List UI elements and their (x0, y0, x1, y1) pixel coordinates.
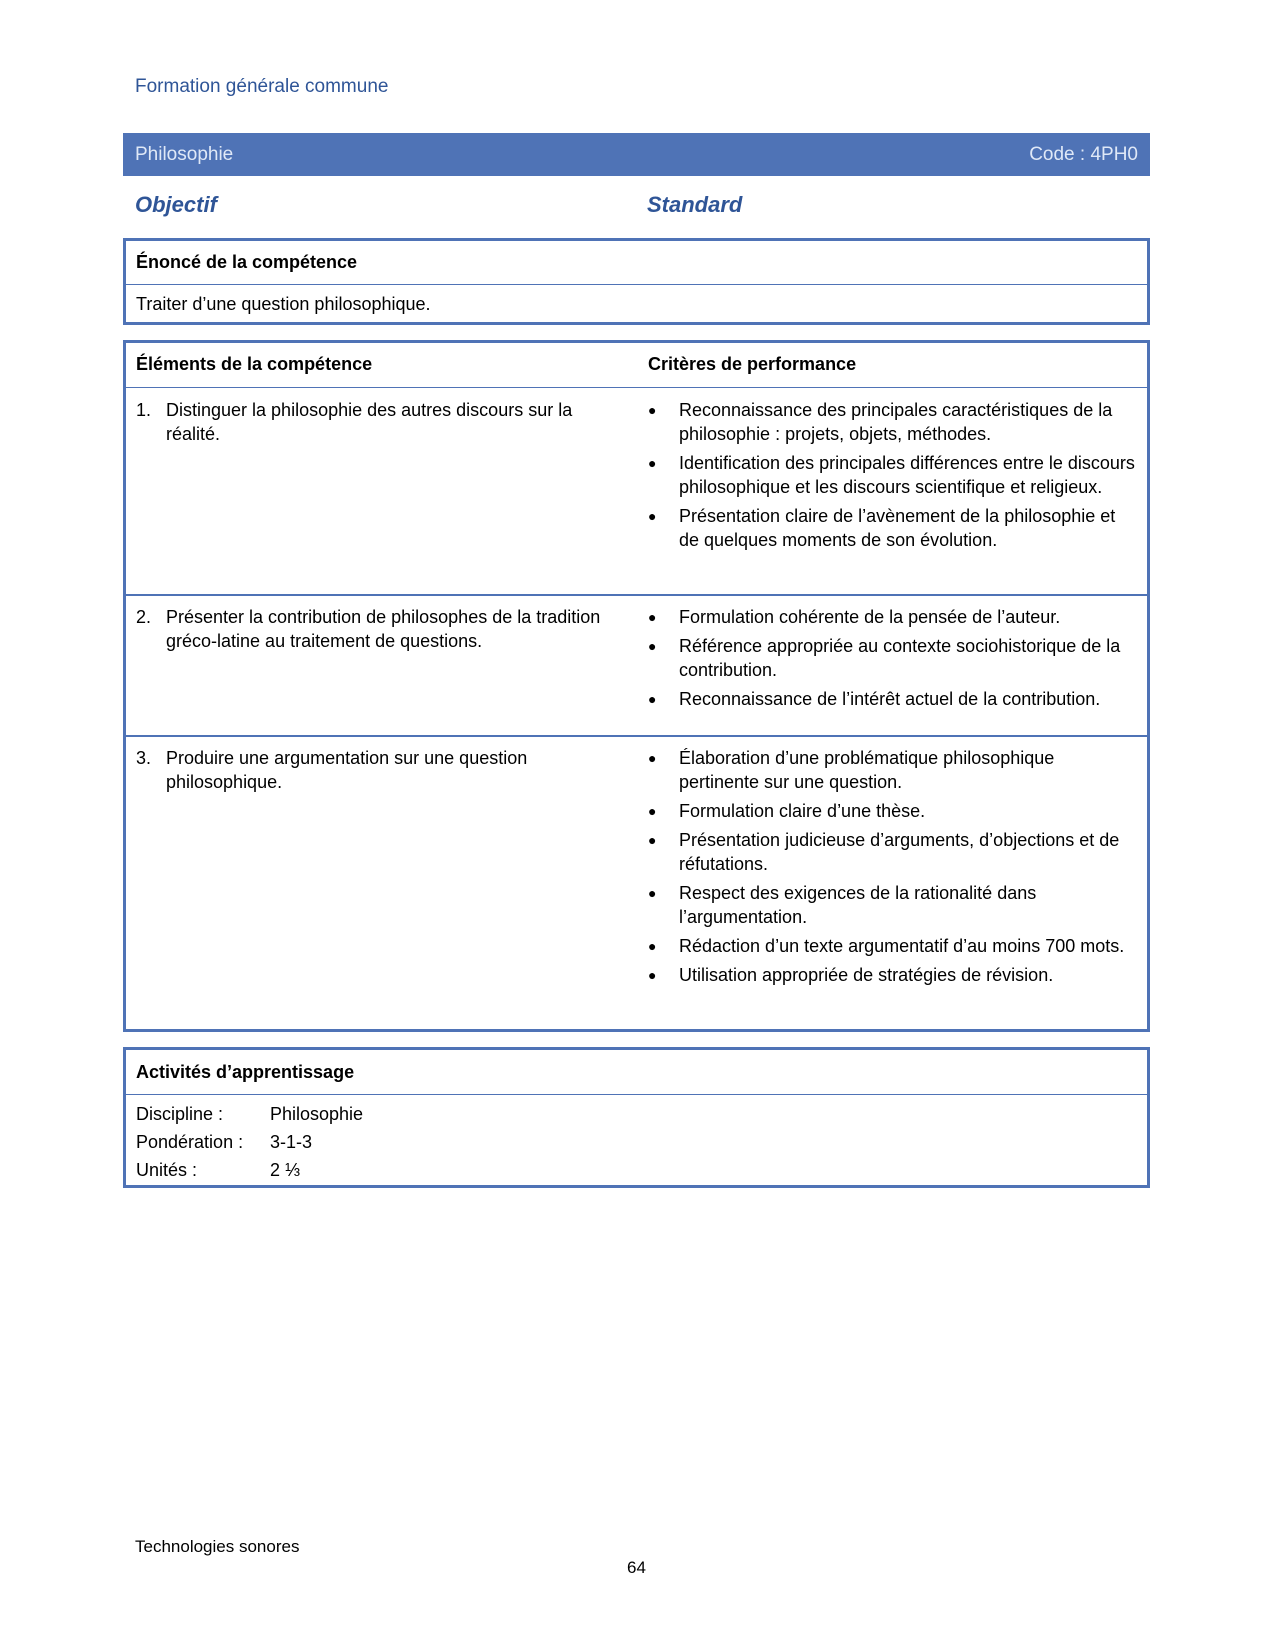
criterion-text: Reconnaissance des principales caractéristiques de la philosophie : projets, objets, méthodes. (679, 400, 1113, 444)
criterion-text: Référence appropriée au contexte sociohistorique de la contribution. (679, 636, 1121, 680)
criteria-list (648, 746, 1138, 992)
bullet-icon: ● (648, 609, 657, 625)
criterion-text: Utilisation appropriée de stratégies de révision. (679, 965, 1054, 985)
competence-statement: Traiter d’une question philosophique. (136, 294, 431, 314)
objective-heading: Objectif (135, 192, 217, 217)
activity-value: Philosophie (270, 1104, 364, 1124)
element-item (136, 605, 626, 653)
activity-label: Discipline : (136, 1104, 224, 1124)
bullet-icon: ● (648, 885, 657, 901)
competence-heading: Énoncé de la compétence (126, 241, 1147, 285)
criterion-text: Rédaction d’un texte argumentatif d’au moins 700 mots. (679, 936, 1125, 956)
criterion-text: Respect des exigences de la rationalité dans l’argumentation. (679, 883, 1037, 927)
bullet-icon: ● (648, 803, 657, 819)
criterion-text: Identification des principales différences entre le discours philosophique et les discours scientifique et religieux. (679, 453, 1135, 497)
activities-heading: Activités d’apprentissage (126, 1050, 1147, 1095)
table-row (126, 388, 1147, 596)
criterion-text: Présentation claire de l’avènement de la philosophie et de quelques moments de son évolution. (679, 506, 1116, 550)
criterion-item (648, 881, 1138, 929)
criterion-item (648, 746, 1138, 794)
competence-statement-box (123, 238, 1150, 325)
element-item (136, 746, 626, 794)
course-title-bar (123, 133, 1150, 176)
activity-line (126, 1100, 1147, 1128)
element-item (136, 398, 626, 446)
elements-table (123, 340, 1150, 1032)
program-label: Formation générale commune (135, 76, 389, 97)
element-text: Distinguer la philosophie des autres discours sur la réalité. (166, 400, 573, 444)
element-text: Présenter la contribution de philosophes de la tradition gréco-latine au traitement de questions. (166, 607, 601, 651)
criterion-item (648, 963, 1138, 987)
bullet-icon: ● (648, 638, 657, 654)
bullet-icon: ● (648, 402, 657, 418)
activity-value: 3-1-3 (270, 1132, 313, 1152)
objective-standard-header (135, 192, 1135, 222)
activity-value: 2 ⅓ (270, 1160, 301, 1180)
bullet-icon: ● (648, 832, 657, 848)
criterion-text: Reconnaissance de l’intérêt actuel de la contribution. (679, 689, 1101, 709)
activity-line (126, 1128, 1147, 1156)
standard-heading: Standard (647, 192, 743, 217)
criteria-list (648, 605, 1138, 716)
activity-label: Unités : (136, 1160, 198, 1180)
course-name: Philosophie (135, 143, 234, 165)
elements-table-header (126, 343, 1147, 388)
element-number: 3. (136, 748, 152, 768)
page-number: 64 (627, 1558, 646, 1577)
element-number: 1. (136, 400, 152, 420)
criterion-item (648, 398, 1138, 446)
criterion-item (648, 504, 1138, 552)
bullet-icon: ● (648, 967, 657, 983)
element-text: Produire une argumentation sur une question philosophique. (166, 748, 528, 792)
criterion-item (648, 934, 1138, 958)
bullet-icon: ● (648, 691, 657, 707)
bullet-icon: ● (648, 508, 657, 524)
criterion-item (648, 799, 1138, 823)
criterion-text: Élaboration d’une problématique philosophique pertinente sur une question. (679, 748, 1055, 792)
criterion-item (648, 687, 1138, 711)
course-code: Code : 4PH0 (1029, 143, 1138, 165)
criterion-text: Présentation judicieuse d’arguments, d’objections et de réfutations. (679, 830, 1120, 874)
bullet-icon: ● (648, 750, 657, 766)
activity-label: Pondération : (136, 1132, 244, 1152)
criterion-item (648, 828, 1138, 876)
element-number: 2. (136, 607, 152, 627)
criterion-item (648, 451, 1138, 499)
activities-details (126, 1095, 1147, 1184)
criterion-item (648, 634, 1138, 682)
bullet-icon: ● (648, 455, 657, 471)
table-row (126, 596, 1147, 737)
footer-program-label: Technologies sonores (135, 1537, 300, 1556)
elements-heading: Éléments de la compétence (136, 354, 373, 374)
learning-activities-box (123, 1047, 1150, 1188)
criterion-text: Formulation claire d’une thèse. (679, 801, 926, 821)
table-row (126, 737, 1147, 1025)
criteria-list (648, 398, 1138, 557)
bullet-icon: ● (648, 938, 657, 954)
activity-line (126, 1156, 1147, 1184)
criterion-text: Formulation cohérente de la pensée de l’auteur. (679, 607, 1061, 627)
criteria-heading: Critères de performance (648, 354, 857, 374)
criterion-item (648, 605, 1138, 629)
